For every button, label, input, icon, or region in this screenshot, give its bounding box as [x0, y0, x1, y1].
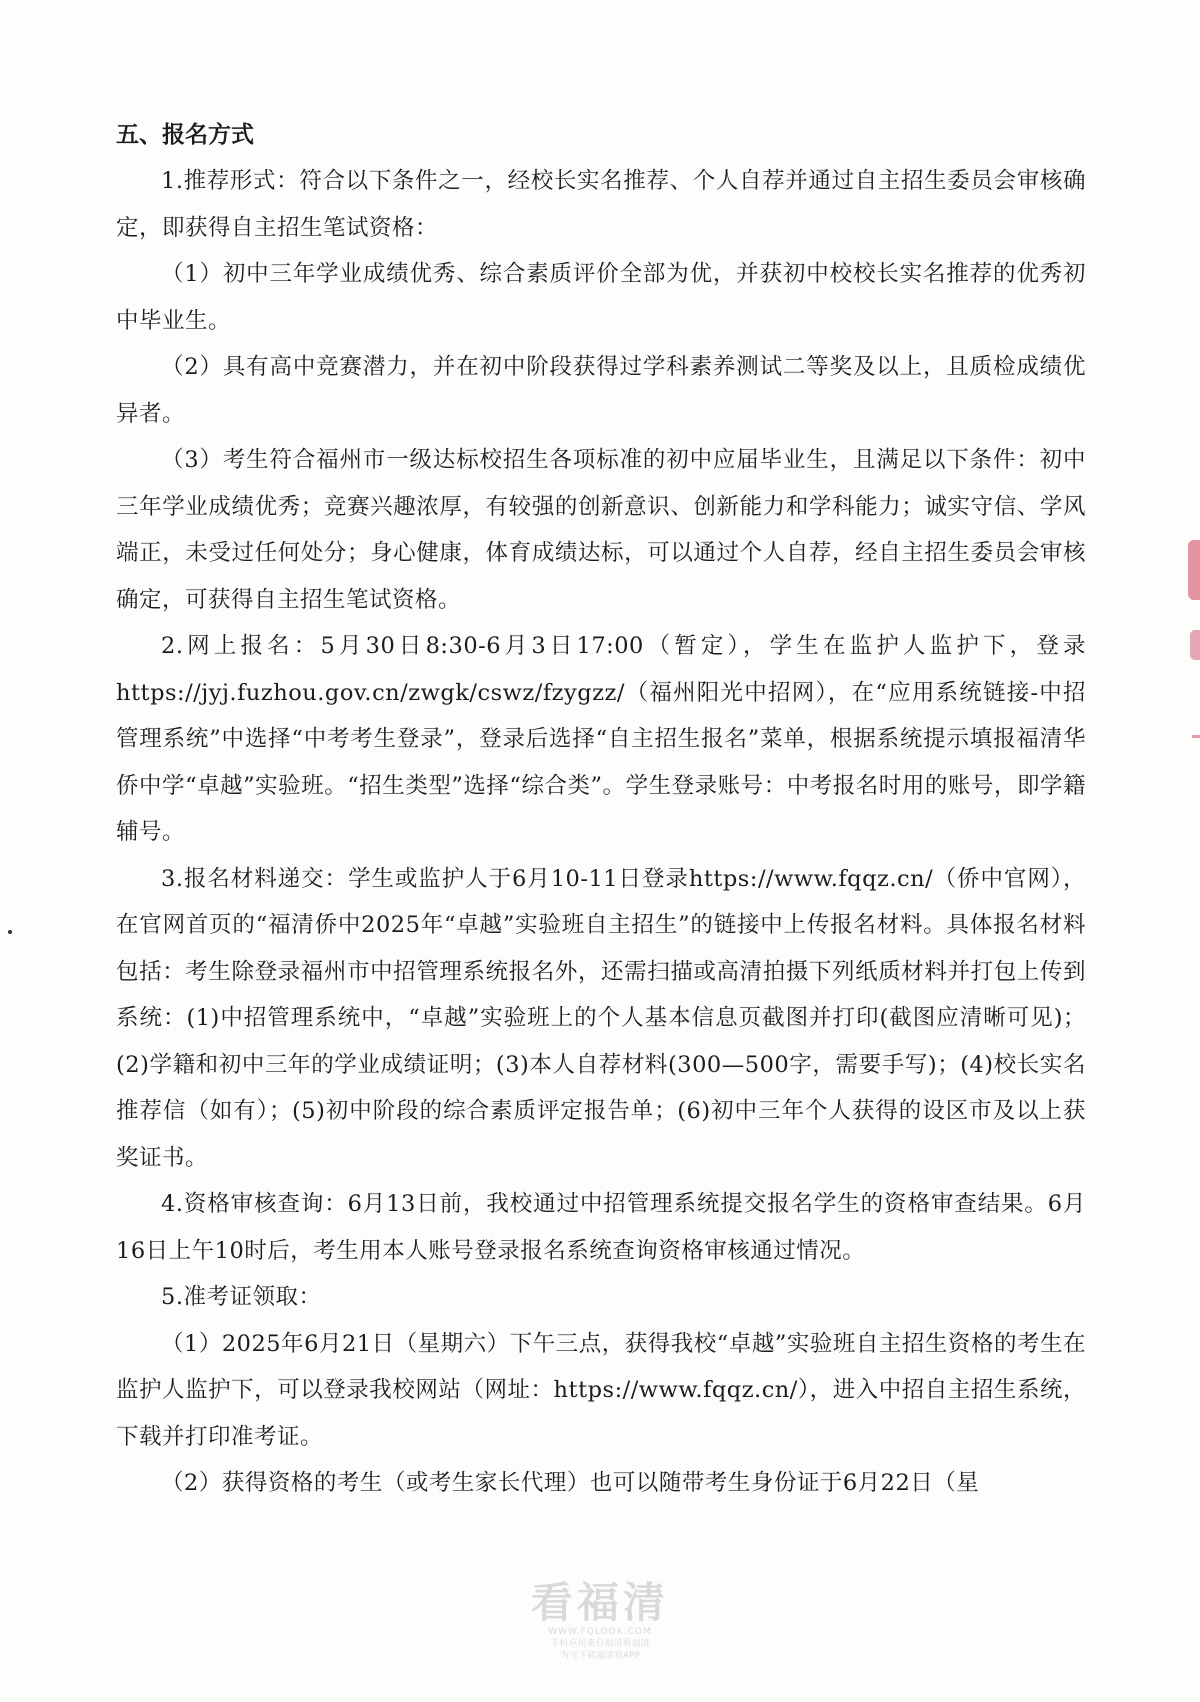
seal-mark [1192, 735, 1200, 738]
paragraph-ticket-online: （1）2025年6月21日（星期六）下午三点，获得我校“卓越”实验班自主招生资格的考生在监护人监护下，可以登录我校网站（网址：https://www.fqqz.cn/），进入中招自主招生系统，下载并打印准考证。 [116, 1330, 1086, 1450]
paragraph-admission-ticket: 5.准考证领取： [161, 1284, 322, 1310]
watermark-title: 看福清 [530, 1578, 669, 1627]
paragraph-condition-1: （1）初中三年学业成绩优秀、综合素质评价全部为优，并获初中校校长实名推荐的优秀初中毕业生。 [116, 261, 1086, 334]
red-seal-fragment [1184, 520, 1200, 760]
document-body [116, 112, 1086, 1507]
paragraph-materials-submission: 3.报名材料递交：学生或监护人于6月10-11日登录https://www.fqqz.cn/（侨中官网），在官网首页的“福清侨中2025年“卓越”实验班自主招生”的链接中上传报名材料。具体报名材料包括：考生除登录福州市中招管理系统报名外，还需扫描或高清拍摄下列纸质材料并打包上传到系统：(1)中招管理系统中，“卓越”实验班上的个人基本信息页截图并打印(截图应清晰可见)；(2)学籍和初中三年的学业成绩证明；(3)本人自荐材料(300—500字，需要手写)；(4)校长实名推荐信（如有）；(5)初中阶段的综合素质评定报告单；(6)初中三年个人获得的设区市及以上获奖证书。 [116, 865, 1086, 1171]
paragraph-condition-2: （2）具有高中竞赛潜力，并在初中阶段获得过学科素养测试二等奖及以上，且质检成绩优异者。 [116, 354, 1086, 427]
paragraph-online-registration: 2.网上报名：5月30日8:30-6月3日17:00（暂定），学生在监护人监护下，登录https://jyj.fuzhou.gov.cn/zwgk/cswz/fzygzz/（福州阳光中招网），在“应用系统链接-中招管理系统”中选择“中考考生登录”，登录后选择“自主招生报名”菜单，根据系统提示填报福清华侨中学“卓越”实验班。“招生类型”选择“综合类”。学生登录账号：中考报名时用的账号，即学籍辅号。 [116, 633, 1086, 845]
paragraph-condition-3: （3）考生符合福州市一级达标校招生各项标准的初中应届毕业生，且满足以下条件：初中三年学业成绩优秀；竞赛兴趣浓厚，有较强的创新意识、创新能力和学科能力；诚实守信、学风端正，未受过任何处分；身心健康，体育成绩达标，可以通过个人自荐，经自主招生委员会审核确定，可获得自主招生笔试资格。 [116, 447, 1086, 613]
seal-mark [1188, 540, 1200, 600]
watermark-logo [480, 1580, 720, 1662]
paragraph-qualification-check: 4.资格审核查询：6月13日前，我校通过中招管理系统提交报名学生的资格审查结果。6月16日上午10时后，考生用本人账号登录报名系统查询资格审核通过情况。 [116, 1191, 1086, 1264]
paragraph-recommendation-form: 1.推荐形式：符合以下条件之一，经校长实名推荐、个人自荐并通过自主招生委员会审核确定，即获得自主招生笔试资格： [116, 168, 1086, 241]
scan-speck [8, 930, 12, 934]
paragraph-ticket-in-person: （2）获得资格的考生（或考生家长代理）也可以随带考生身份证于6月22日（星 [161, 1470, 980, 1496]
watermark-url: WWW.FQLOOK.COM [548, 1627, 652, 1637]
watermark-line-1: 手机应用来自福清看福清 [550, 1639, 650, 1649]
section-heading: 五、报名方式 [116, 122, 254, 148]
seal-mark [1190, 630, 1200, 660]
watermark-line-2: 为可下载福清看APP [559, 1651, 640, 1661]
